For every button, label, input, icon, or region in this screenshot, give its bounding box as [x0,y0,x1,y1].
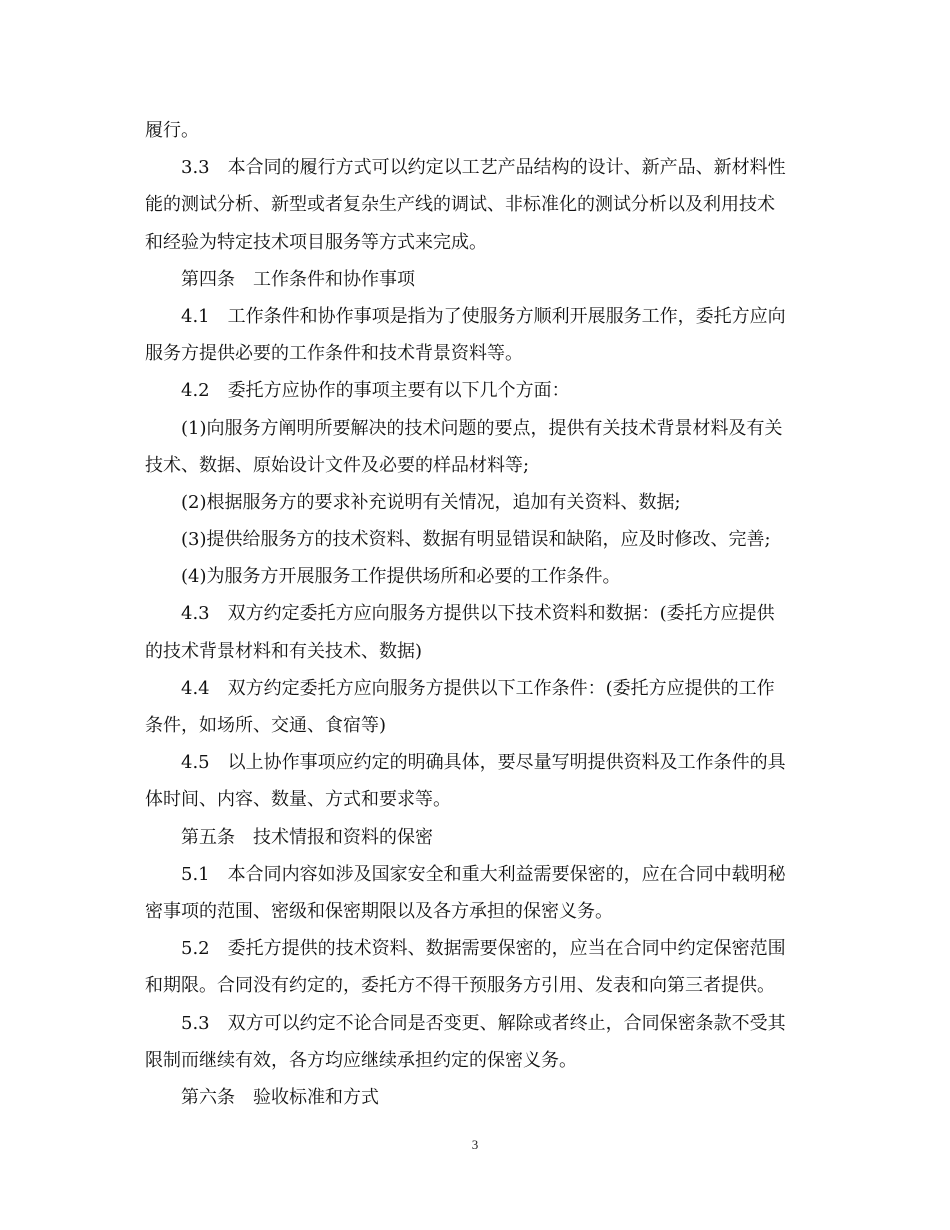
text-line: 限制而继续有效，各方均应继续承担约定的保密义务。 [145,1049,577,1071]
text-line: 条件，如场所、交通、食宿等) [145,715,387,736]
text-line: 和期限。合同没有约定的，委托方不得干预服务方引用、发表和向第三者提供。 [145,975,775,997]
text-line: 服务方提供必要的工作条件和技术背景资料等。 [145,343,523,365]
page-number: 3 [471,1137,479,1152]
text-line: (2)根据服务方的要求补充说明有关情况，追加有关资料、数据; [181,491,681,513]
text-line: 和经验为特定技术项目服务等方式来完成。 [145,231,487,253]
text-line: 5.3 双方可以约定不论合同是否变更、解除或者终止，合同保密条款不受其 [181,1012,786,1034]
text-line: 的技术背景材料和有关技术、数据) [145,640,423,662]
text-line: 5.1 本合同内容如涉及国家安全和重大利益需要保密的，应在合同中载明秘 [181,863,786,885]
text-line: 4.3 双方约定委托方应向服务方提供以下技术资料和数据：(委托方应提供 [181,603,775,625]
text-line: (4)为服务方开展服务工作提供场所和必要的工作条件。 [181,566,621,588]
text-line: 4.2 委托方应协作的事项主要有以下几个方面： [181,380,570,402]
text-line: 体时间、内容、数量、方式和要求等。 [145,789,451,811]
text-line: (3)提供给服务方的技术资料、数据有明显错误和缺陷，应及时修改、完善; [181,529,771,551]
text-line: 4.5 以上协作事项应约定的明确具体，要尽量写明提供资料及工作条件的具 [181,752,786,774]
text-line: 能的测试分析、新型或者复杂生产线的调试、非标准化的测试分析以及利用技术 [145,194,775,216]
text-line: 4.4 双方约定委托方应向服务方提供以下工作条件：(委托方应提供的工作 [181,677,775,699]
text-line: 4.1 工作条件和协作事项是指为了使服务方顺利开展服务工作，委托方应向 [181,305,786,327]
text-line: 密事项的范围、密级和保密期限以及各方承担的保密义务。 [145,900,613,922]
text-line: 5.2 委托方提供的技术资料、数据需要保密的，应当在合同中约定保密范围 [181,938,786,960]
text-line: 第六条 验收标准和方式 [181,1086,379,1108]
text-line: 第四条 工作条件和协作事项 [181,268,415,290]
text-line: 第五条 技术情报和资料的保密 [181,826,433,848]
text-line: 3.3 本合同的履行方式可以约定以工艺产品结构的设计、新产品、新材料性 [181,157,786,179]
document-body [145,112,810,1116]
paragraph-lines [145,112,810,1116]
text-line: 履行。 [145,120,199,141]
text-line: (1)向服务方阐明所要解决的技术问题的要点，提供有关技术背景材料及有关 [181,417,783,439]
text-line: 技术、数据、原始设计文件及必要的样品材料等; [145,454,530,476]
